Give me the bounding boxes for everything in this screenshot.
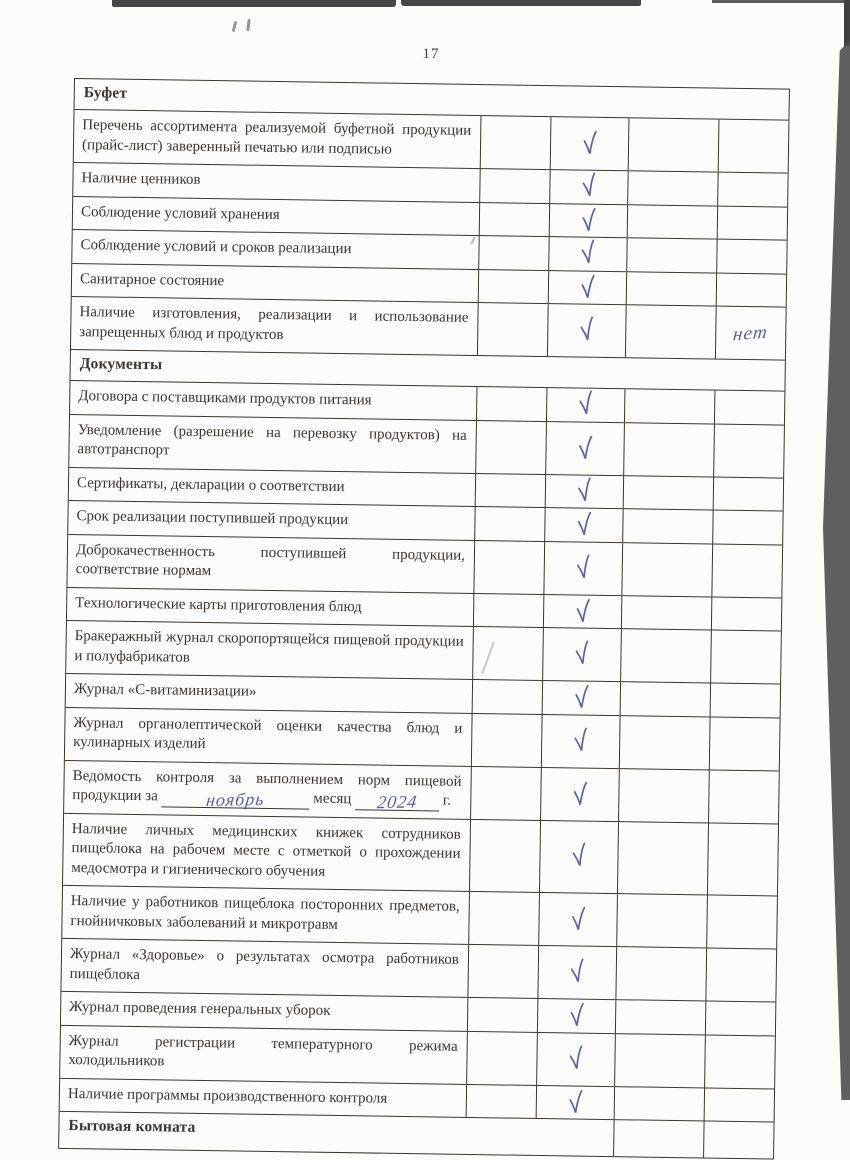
table-cell: [475, 421, 546, 474]
scan-edge-artifact: [401, 0, 641, 6]
row-label: Наличие у работников пищеблока посторонних предметов, гнойничковых заболеваний и микротравм: [70, 893, 460, 933]
table-cell: [622, 509, 712, 543]
table-cell: [476, 387, 546, 421]
table-cell: [711, 597, 781, 631]
row-label: Соблюдение условий и сроков реализации: [80, 237, 352, 258]
check-cell: [541, 715, 620, 768]
table-cell: [480, 116, 551, 169]
section-title: Буфет: [83, 84, 128, 102]
check-cell: [537, 946, 616, 999]
table-cell: [468, 892, 539, 945]
table-cell: [478, 236, 548, 270]
row-label: Уведомление (разрешение на перевозку продуктов) на автотранспорт: [77, 421, 467, 459]
handwritten-month: ноябрь: [205, 788, 267, 810]
handwritten-year: 2024: [375, 790, 419, 812]
table-cell: [626, 272, 716, 306]
table-cell: [620, 629, 711, 682]
checkmark-icon: [569, 906, 586, 933]
check-cell: [540, 768, 619, 821]
table-cell: [469, 819, 540, 892]
check-cell: [550, 117, 629, 170]
table-cell: [713, 424, 784, 477]
checkmark-icon: [576, 390, 595, 418]
table-cell: [718, 120, 789, 173]
check-cell: [542, 628, 621, 681]
table-cell: [614, 1087, 704, 1121]
scan-edge-artifact: [712, 0, 850, 3]
page-number: 17: [422, 46, 440, 62]
table-cell: [473, 540, 544, 593]
form-blank-line: [355, 792, 439, 811]
row-label: Журнал регистрации температурного режима холодильников: [68, 1032, 458, 1070]
table-cell: [474, 507, 544, 541]
check-cell: [543, 595, 621, 629]
table-cell: [621, 543, 712, 596]
check-cell: [538, 893, 617, 946]
table-cell: [621, 596, 711, 630]
table-cell: [473, 593, 543, 627]
check-cell: [544, 508, 622, 542]
check-cell: [536, 1032, 615, 1085]
check-cell: [543, 542, 622, 595]
checkmark-icon: [571, 781, 588, 808]
checkmark-icon: [568, 958, 587, 986]
checkmark-icon: [577, 316, 596, 344]
table-cell: [711, 544, 782, 597]
table-cell: [472, 627, 543, 680]
table-cell: [615, 1000, 705, 1034]
checkmark-icon: [580, 207, 597, 234]
checkmark-icon: [574, 553, 593, 581]
table-row: [63, 813, 778, 896]
row-label: Журнал «Здоровье» о результатах осмотра работников пищеблока: [69, 946, 460, 983]
pen-scratch-artifact: [246, 19, 250, 31]
table-cell: [707, 823, 778, 896]
table-cell: [477, 303, 548, 356]
table-cell: [710, 631, 781, 684]
table-cell: [710, 684, 780, 718]
checkmark-icon: [576, 435, 593, 462]
check-cell: [548, 271, 626, 305]
check-cell: [545, 475, 623, 509]
scan-edge-artifact: [112, 0, 396, 7]
check-cell: [548, 237, 626, 271]
table-cell: [623, 476, 713, 510]
table-cell: [628, 118, 719, 171]
row-label: Санитарное состояние: [79, 270, 225, 289]
row-label-text: месяц: [309, 790, 356, 808]
checkmark-icon: [568, 1002, 585, 1029]
row-label: Срок реализации поступившей продукции: [76, 508, 349, 529]
table-cell: [627, 171, 717, 205]
table-cell: [618, 769, 709, 822]
row-label-text: Ведомость контроля за выполнением норм пищевой продукции за: [72, 767, 462, 805]
table-cell: [716, 273, 786, 307]
row-label: Наличие изготовления, реализации и использование запрещенных блюд и продуктов: [79, 304, 469, 343]
row-label: Перечень ассортимента реализуемой буфетной продукции (прайс-лист) заверенный печатью или подписью: [81, 117, 472, 158]
table-cell: [616, 894, 707, 947]
checkmark-icon: [578, 239, 597, 267]
check-cell: [539, 820, 618, 893]
table-cell: [717, 206, 787, 240]
row-label: Соблюдение условий хранения: [80, 203, 280, 223]
checkmark-icon: [567, 1089, 584, 1116]
table-cell: [467, 998, 537, 1032]
check-cell: [546, 388, 624, 422]
row-label: Договора с поставщиками продуктов питания: [78, 388, 372, 409]
checkmark-icon: [581, 130, 598, 157]
table-cell: [479, 169, 549, 203]
table-cell: [704, 1088, 774, 1122]
table-cell: [709, 717, 780, 770]
row-label: Технологические карты приготовления блюд: [75, 594, 362, 615]
check-cell: [542, 681, 620, 715]
section-title: Бытовая комната: [68, 1117, 196, 1136]
table-cell: [713, 477, 783, 511]
table-cell: [467, 945, 538, 998]
table-cell: [615, 947, 706, 1000]
table-cell: [624, 389, 714, 423]
form-blank-line: [161, 789, 309, 809]
check-cell: [549, 204, 627, 238]
checkmark-icon: [575, 476, 594, 504]
table-cell: [475, 473, 545, 507]
checkmark-icon: [579, 172, 598, 200]
table-cell: [714, 391, 784, 425]
check-cell: [536, 1085, 614, 1119]
checkmark-icon: [574, 598, 591, 625]
table-cell: [717, 173, 787, 207]
handwritten-note: нет: [732, 321, 770, 345]
table-cell: [712, 511, 782, 545]
row-label: Журнал проведения генеральных уборок: [69, 999, 331, 1019]
table-cell: [623, 423, 714, 476]
row-label: Бракеражный журнал скоропортящейся пищевой продукции и полуфабрикатов: [74, 628, 464, 666]
table-cell: [620, 682, 710, 716]
row-label: Наличие программы производственного контроля: [67, 1085, 388, 1107]
pen-scratch-artifact: [232, 21, 238, 32]
row-label: Доброкачественность поступившей продукции, соответствие нормам: [75, 541, 466, 580]
table-cell: [716, 240, 786, 274]
checkmark-icon: [573, 684, 590, 711]
checkmark-icon: [571, 726, 590, 754]
table-cell: [471, 713, 542, 766]
scan-edge-artifact: [844, 0, 850, 46]
checkmark-icon: [566, 1044, 585, 1072]
checkmark-icon: [579, 274, 596, 301]
table-cell: [705, 1001, 775, 1035]
table-cell: [619, 716, 710, 769]
checkmark-icon: [572, 640, 591, 668]
table-cell: [715, 307, 786, 360]
table-cell: [479, 203, 549, 237]
row-label: Сертификаты, декларации о соответствии: [76, 474, 345, 495]
table-cell: [704, 1035, 775, 1088]
table-cell: [614, 1034, 705, 1087]
scan-edge-shadow: [823, 40, 850, 1100]
table-cell: [708, 770, 779, 823]
table-cell: [705, 948, 776, 1001]
table-cell: [706, 895, 777, 948]
section-title: Документы: [79, 355, 163, 374]
table-cell: [478, 270, 548, 304]
checkmark-icon: [569, 842, 588, 870]
row-label: Наличие личных медицинских книжек сотрудников пищеблока на рабочем месте с отметкой о прохождении медосмотра и гигиенического обучения: [71, 820, 461, 880]
table-cell: [617, 822, 708, 895]
check-cell: [545, 422, 624, 475]
check-cell: [537, 999, 615, 1033]
table-cell: [472, 680, 542, 714]
row-label: Журнал «С-витаминизации»: [73, 681, 257, 700]
table-cell: [466, 1031, 537, 1084]
row-label: Наличие ценников: [81, 170, 201, 188]
table-cell: [470, 766, 541, 819]
check-cell: [547, 304, 626, 357]
table-cell: [625, 305, 716, 358]
checkmark-icon: [575, 511, 592, 538]
table-cell: [466, 1084, 536, 1118]
row-label-text: г.: [439, 792, 452, 809]
inspection-table: [58, 78, 790, 1160]
row-label: [64, 760, 471, 818]
check-cell: [549, 170, 627, 204]
row-label: Журнал органолептической оценки качества блюд и кулинарных изделий: [73, 714, 463, 753]
table-cell: [626, 238, 716, 272]
table-cell: [627, 205, 717, 239]
